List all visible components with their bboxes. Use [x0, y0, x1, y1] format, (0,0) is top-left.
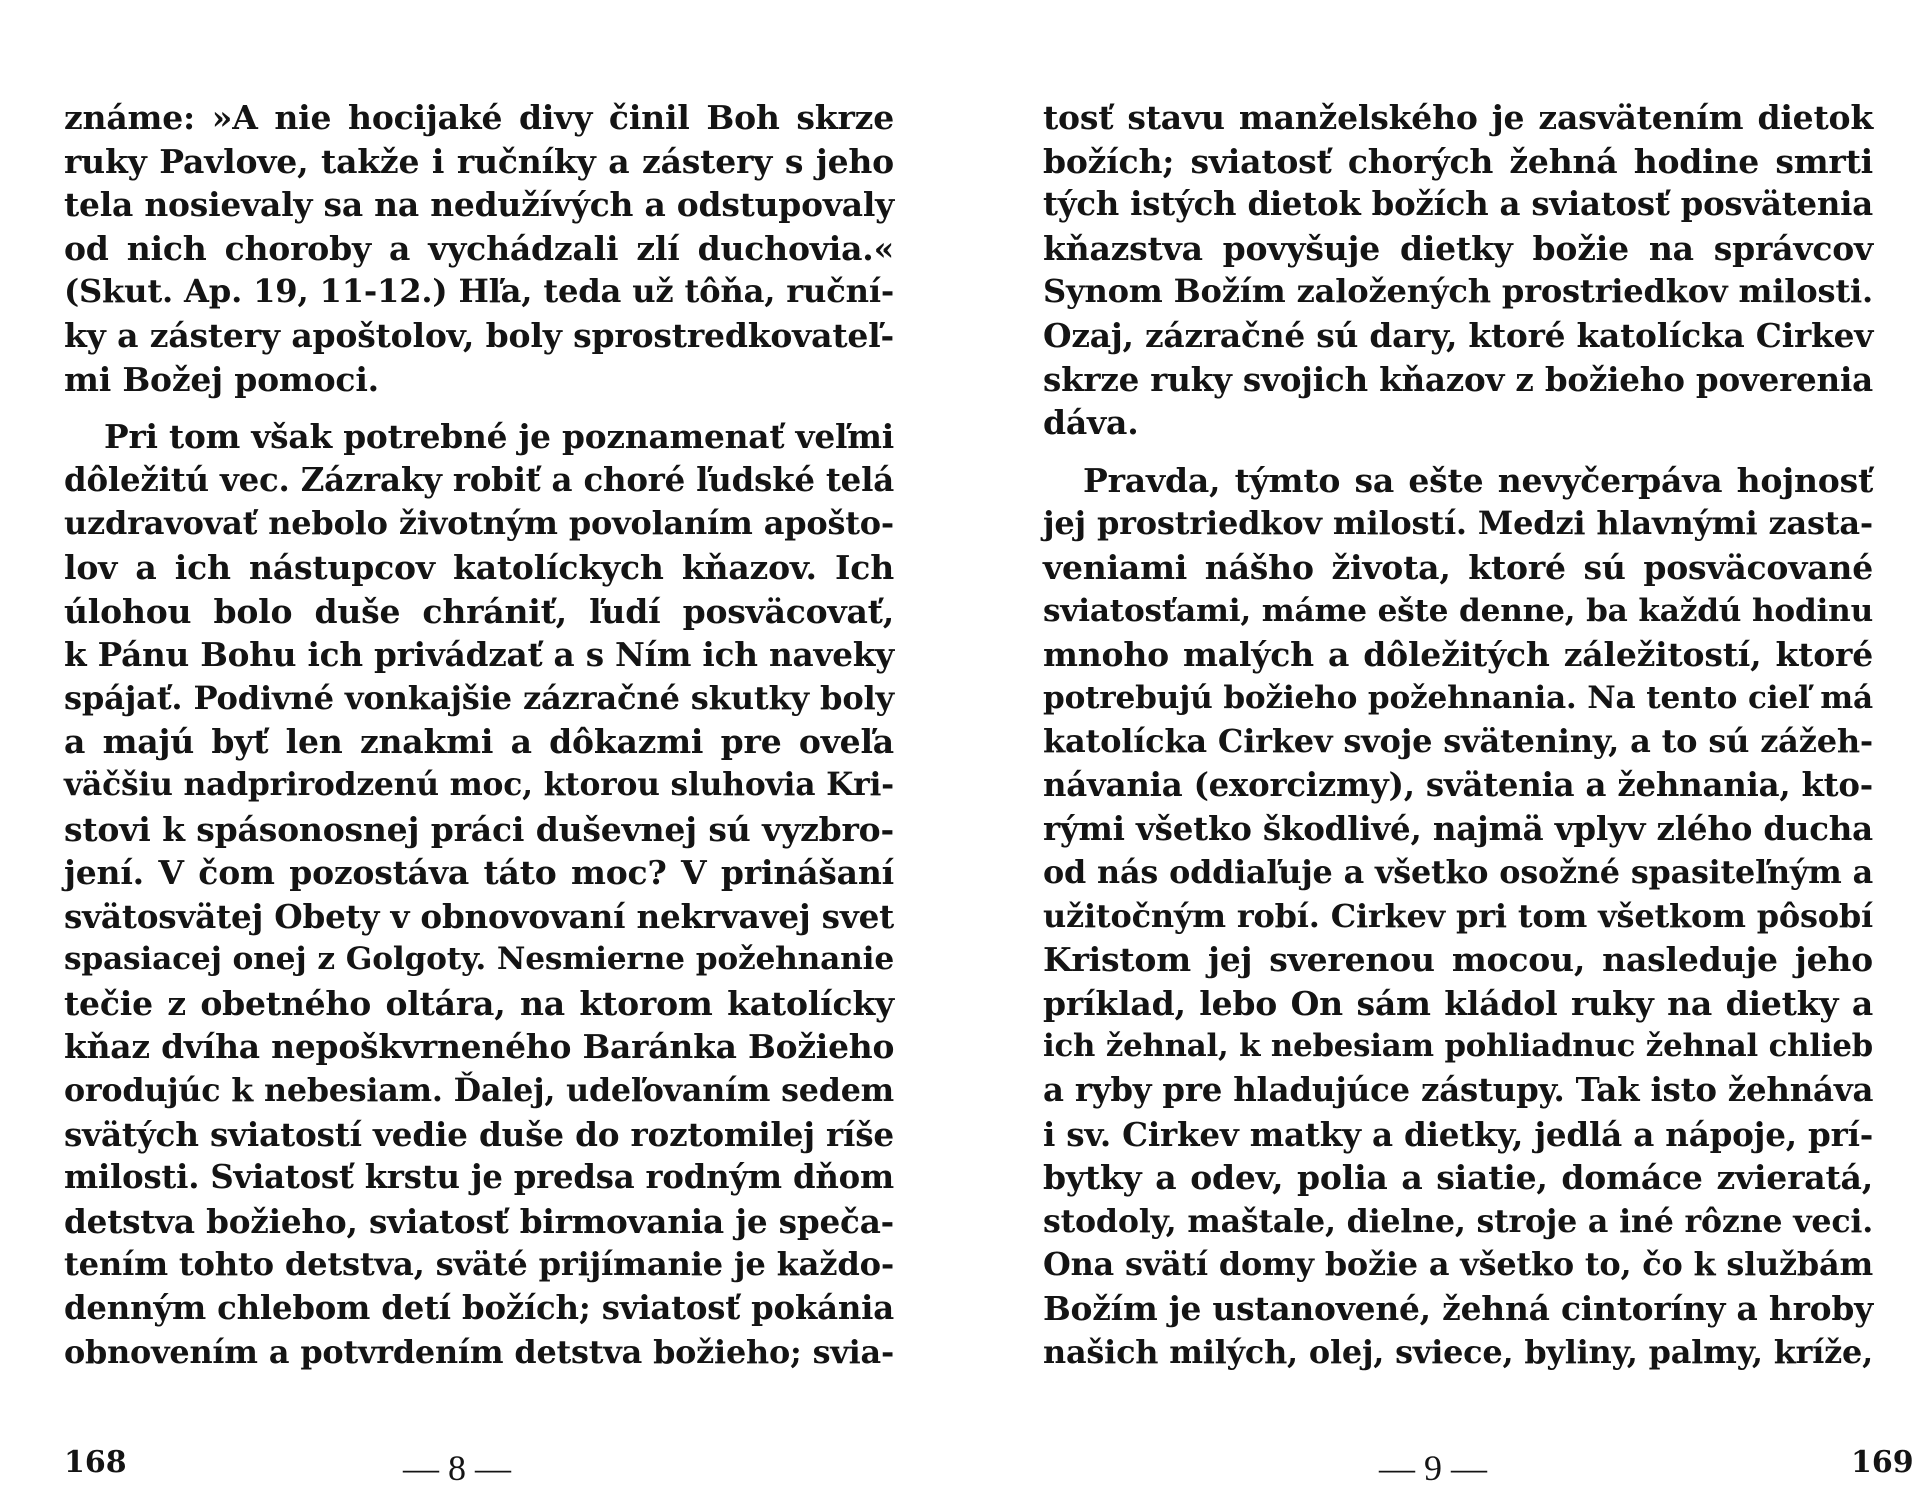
text-line: úlohou bolo duše chrániť, ľudí posväcovať,: [64, 591, 894, 631]
text-line: ich žehnal, k nebesiam pohliadnuc žehnal chlieb: [1043, 1028, 1873, 1065]
text-line: (Skut. Ap. 19, 11-12.) Hľa, teda už tôňa, ruční-: [64, 272, 894, 311]
text-line: Pravda, týmto sa ešte nevyčerpáva hojnosť: [1083, 460, 1873, 500]
paragraph-gap: [1043, 445, 1873, 459]
text-line: stovi k spásonosnej práci duševnej sú vyzbro-: [64, 809, 894, 849]
text-line: Pri tom však potrebné je poznamenať veľmi: [104, 417, 894, 457]
text-line: milosti. Sviatosť krstu je predsa rodným dňom: [64, 1158, 894, 1197]
text-line: dáva.: [1043, 403, 1139, 443]
text-line: jej prostriedkov milostí. Medzi hlavnými zasta-: [1043, 504, 1873, 543]
text-line: veniami nášho života, ktoré sú posväcované: [1043, 547, 1873, 587]
text-line: Kristom jej sverenou mocou, nasleduje jeho: [1043, 940, 1873, 980]
text-line: sviatosťami, máme ešte denne, ba každú hodinu: [1043, 592, 1873, 629]
right-page-text: [1043, 96, 1873, 1374]
text-line: mi Božej pomoci.: [64, 359, 379, 399]
text-line: Ona svätí domy božie a všetko to, čo k službám: [1043, 1245, 1873, 1284]
text-line: spasiacej onej z Golgoty. Nesmierne požehnanie: [64, 941, 894, 978]
folio-number: — 9 —: [1379, 1448, 1487, 1488]
text-line: svätosvätej Obety v obnovovaní nekrvavej svet: [64, 896, 894, 936]
text-line: tosť stavu manželského je zasvätením dietok: [1043, 98, 1873, 137]
text-line: detstva božieho, sviatosť birmovania je speča-: [64, 1201, 894, 1241]
text-line: katolícka Cirkev svoje sväteniny, a to sú zážeh-: [1043, 722, 1873, 761]
text-line: lov a ich nástupcov katolíckych kňazov. Ich: [64, 547, 894, 587]
text-line: kňazstva povyšuje dietky božie na správcov: [1043, 228, 1873, 268]
left-page-text: [64, 96, 894, 1374]
text-line: známe: »A nie hocijaké divy činil Boh skrze: [64, 98, 894, 137]
folio-number: — 8 —: [403, 1448, 511, 1488]
text-line: tečie z obetného oltára, na ktorom katolícky: [64, 983, 894, 1023]
text-line: skrze ruky svojich kňazov z božieho poverenia: [1043, 359, 1873, 399]
text-line: návania (exorcizmy), svätenia a žehnania, kto-: [1043, 765, 1873, 804]
text-line: našich milých, olej, sviece, byliny, palmy, kríže,: [1043, 1332, 1873, 1371]
text-line: kňaz dvíha nepoškvrneného Baránka Božieho: [64, 1027, 895, 1067]
text-line: stodoly, maštale, dielne, stroje a iné rôzne veci.: [1043, 1202, 1873, 1240]
text-line: Ozaj, zázračné sú dary, ktoré katolícka Cirkev: [1043, 315, 1874, 355]
text-line: Synom Božím založených prostriedkov milosti.: [1043, 272, 1873, 311]
paragraph: [64, 96, 894, 401]
text-line: užitočným robí. Cirkev pri tom všetkom pôsobí: [1043, 896, 1873, 935]
text-line: od nás oddiaľuje a všetko osožné spasiteľným a: [1043, 853, 1873, 892]
text-line: od nich choroby a vychádzali zlí duchovia.«: [64, 228, 894, 268]
text-line: tých istých dietok božích a sviatosť posvätenia: [1043, 185, 1873, 224]
text-line: božích; sviatosť chorých žehná hodine smrti: [1043, 141, 1873, 181]
right-page: [961, 0, 1922, 1500]
text-line: potrebujú božieho požehnania. Na tento cieľ má: [1043, 679, 1873, 716]
text-line: a majú byť len znakmi a dôkazmi pre oveľa: [64, 722, 894, 762]
text-line: ky a zástery apoštolov, boly sprostredkovateľ-: [64, 315, 894, 355]
text-line: ruky Pavlove, takže i ručníky a zástery s jeho: [64, 141, 894, 181]
paragraph: [1043, 459, 1873, 1374]
text-line: tela nosievaly sa na nedužívých a odstupovaly: [64, 185, 895, 225]
paragraph: [1043, 96, 1873, 445]
text-line: k Pánu Bohu ich privádzať a s Ním ich naveky: [64, 635, 894, 675]
text-line: príklad, lebo On sám kládol ruky na dietky a: [1043, 983, 1873, 1023]
text-line: svätých sviatostí vedie duše do roztomilej ríše: [64, 1114, 894, 1154]
page-number: 169: [1851, 1445, 1914, 1480]
text-line: a ryby pre hladujúce zástupy. Tak isto žehnáva: [1043, 1071, 1874, 1110]
text-line: bytky a odev, polia a siatie, domáce zvieratá,: [1043, 1158, 1873, 1198]
paragraph: [64, 415, 894, 1374]
text-line: väčšiu nadprirodzenú moc, ktorou sluhovia Kri-: [64, 766, 894, 803]
text-line: denným chlebom detí božích; sviatosť pokánia: [64, 1289, 894, 1328]
text-line: uzdravovať nebolo životným povolaním apošto-: [64, 504, 894, 543]
text-line: jení. V čom pozostáva táto moc? V prinášaní: [64, 853, 894, 893]
text-line: i sv. Cirkev matky a dietky, jedlá a nápoje, prí-: [1043, 1114, 1874, 1154]
page-number: 168: [64, 1445, 127, 1480]
text-line: spájať. Podivné vonkajšie zázračné skutky boly: [64, 678, 894, 717]
text-line: rými všetko škodlivé, najmä vplyv zlého ducha: [1043, 809, 1873, 848]
text-line: tením tohto detstva, sväté prijímanie je každo-: [64, 1245, 894, 1284]
text-line: mnoho malých a dôležitých záležitostí, ktoré: [1043, 635, 1873, 675]
text-line: Božím je ustanovené, žehná cintoríny a hroby: [1043, 1289, 1873, 1329]
text-line: dôležitú vec. Zázraky robiť a choré ľudské telá: [64, 460, 894, 499]
text-line: obnovením a potvrdením detstva božieho; svia-: [64, 1332, 894, 1371]
text-line: orodujúc k nebesiam. Ďalej, udeľovaním sedem: [64, 1072, 894, 1110]
paragraph-gap: [64, 401, 894, 415]
